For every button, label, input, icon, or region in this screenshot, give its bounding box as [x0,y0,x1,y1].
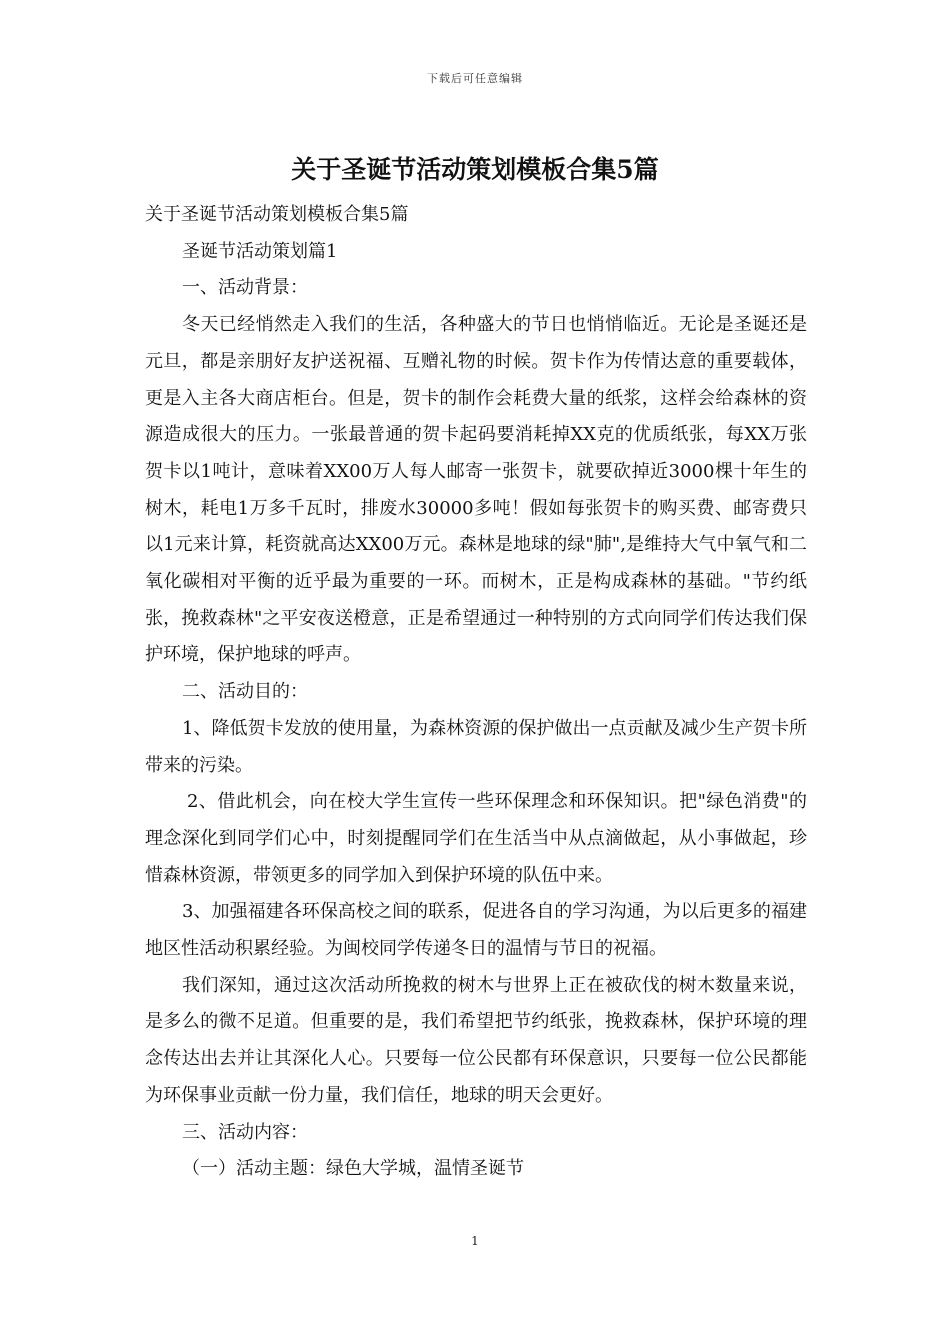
document-body [145,197,807,1188]
paragraph-purpose-1: 1、降低贺卡发放的使用量，为森林资源的保护做出一点贡献及减少生产贺卡所带来的污染。 [145,717,807,776]
section-heading-content: 三、活动内容： [182,1121,308,1143]
paragraph-statement: 我们深知，通过这次活动所挽救的树木与世界上正在被砍伐的树木数量来说，是多么的微不足道。但重要的是，我们希望把节约纸张，挽救森林，保护环境的理念传达出去并让其深化人心。只要每一位公民都有环保意识，只要每一位公民都能为环保事业贡献一份力量，我们信任，地球的明天会更好。 [145,974,807,1106]
paragraph-purpose-2: 2、借此机会，向在校大学生宣传一些环保理念和环保知识。把"绿色消费"的理念深化到同学们心中，时刻提醒同学们在生活当中从点滴做起，从小事做起，珍惜森林资源，带领更多的同学加入到保护环境的队伍中来。 [145,791,807,886]
header-note: 下载后可任意编辑 [427,72,523,85]
page-number: 1 [471,1234,479,1248]
paragraph-purpose-3: 3、加强福建各环保高校之间的联系，促进各自的学习沟通，为以后更多的福建地区性活动积累经验。为闽校同学传递冬日的温情与节日的祝福。 [145,901,807,960]
section-heading-background: 一、活动背景： [182,277,308,299]
intro-line: 关于圣诞节活动策划模板合集5篇 [145,204,409,225]
document-title: 关于圣诞节活动策划模板合集5篇 [291,155,659,184]
content-item-theme: （一）活动主题：绿色大学城，温情圣诞节 [182,1158,524,1180]
paragraph-background: 冬天已经悄然走入我们的生活，各种盛大的节日也悄悄临近。无论是圣诞还是元旦，都是亲朋好友护送祝福、互赠礼物的时候。贺卡作为传情达意的重要载体，更是入主各大商店柜台。但是，贺卡的制作会耗费大量的纸浆，这样会给森林的资源造成很大的压力。一张最普通的贺卡起码要消耗掉XX克的优质纸张，每XX万张贺卡以1吨计，意味着XX00万人每人邮寄一张贺卡，就要砍掉近3000棵十年生的树木，耗电1万多千瓦时，排废水30000多吨！假如每张贺卡的购买费、邮寄费只以1元来计算，耗资就高达XX00万元。森林是地球的绿"肺",是维持大气中氧气和二氧化碳相对平衡的近乎最为重要的一环。而树木，正是构成森林的基础。"节约纸张，挽救森林"之平安夜送橙意，正是希望通过一种特别的方式向同学们传达我们保护环境，保护地球的呼声。 [145,314,807,666]
section-heading-plan-1: 圣诞节活动策划篇1 [182,240,338,262]
section-heading-purpose: 二、活动目的： [182,681,308,703]
